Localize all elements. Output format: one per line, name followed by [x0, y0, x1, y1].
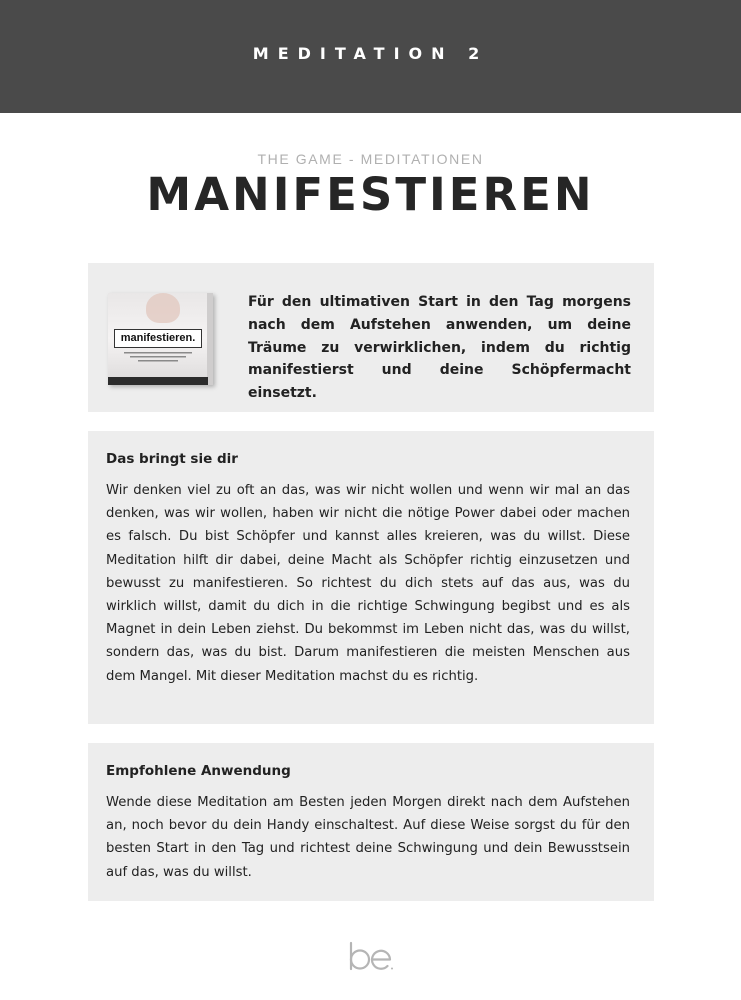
- cover-bottom-bar: [108, 377, 208, 385]
- usage-text: Wende diese Meditation am Besten jeden Morgen direkt nach dem Aufstehen an, noch bevor du dein Handy einschaltest. Auf diese Weise sorgst du für den besten Start in den Tag und richtest deine Schwingung und dein Bewusstsein auf das, was du willst.: [106, 795, 630, 880]
- cover-spine: [207, 293, 213, 385]
- benefits-box: [88, 431, 654, 724]
- album-cover-image: [108, 293, 213, 385]
- usage-heading: Empfohlene Anwendung: [106, 763, 291, 779]
- cover-label: manifestieren.: [114, 329, 202, 348]
- cover-small-text-lines: [118, 350, 198, 365]
- intro-text: Für den ultimativen Start in den Tag morgens nach dem Aufstehen anwenden, um deine Träume zu verwirklichen, indem du richtig manifestierst und deine Schöpfermacht einsetzt.: [248, 294, 631, 402]
- header-title: MEDITATION 2: [252, 44, 489, 63]
- page-title: MANIFESTIEREN: [146, 168, 595, 221]
- benefits-heading: Das bringt sie dir: [106, 451, 238, 467]
- page-subtitle: THE GAME - MEDITATIONEN: [257, 151, 484, 167]
- usage-box: [88, 743, 654, 901]
- intro-box: [88, 263, 654, 412]
- benefits-text: Wir denken viel zu oft an das, was wir nicht wollen und wenn wir mal an das denken, was wir wollen, haben wir nicht die nötige Power dabei oder machen es falsch. Du bist Schöpfer und kannst alles kreieren, was du willst. Diese Meditation hilft dir dabei, deine Macht als Schöpfer richtig einzusetzen und bewusst zu manifestieren. So richtest du dich stets auf das aus, was du wirklich willst, damit du dich in die richtige Schwingung begibst und es als Magnet in dein Leben ziehst. Du bekommst im Leben nicht das, was du willst, sondern das, was du bist. Darum manifestieren die meisten Menschen aus dem Mangel. Mit dieser Meditation machst du es richtig.: [106, 483, 630, 684]
- cover-hand-graphic: [146, 293, 180, 323]
- be-logo-icon: [348, 941, 394, 971]
- header-bar: [0, 0, 741, 113]
- cover-small-text-graphic: [118, 350, 198, 364]
